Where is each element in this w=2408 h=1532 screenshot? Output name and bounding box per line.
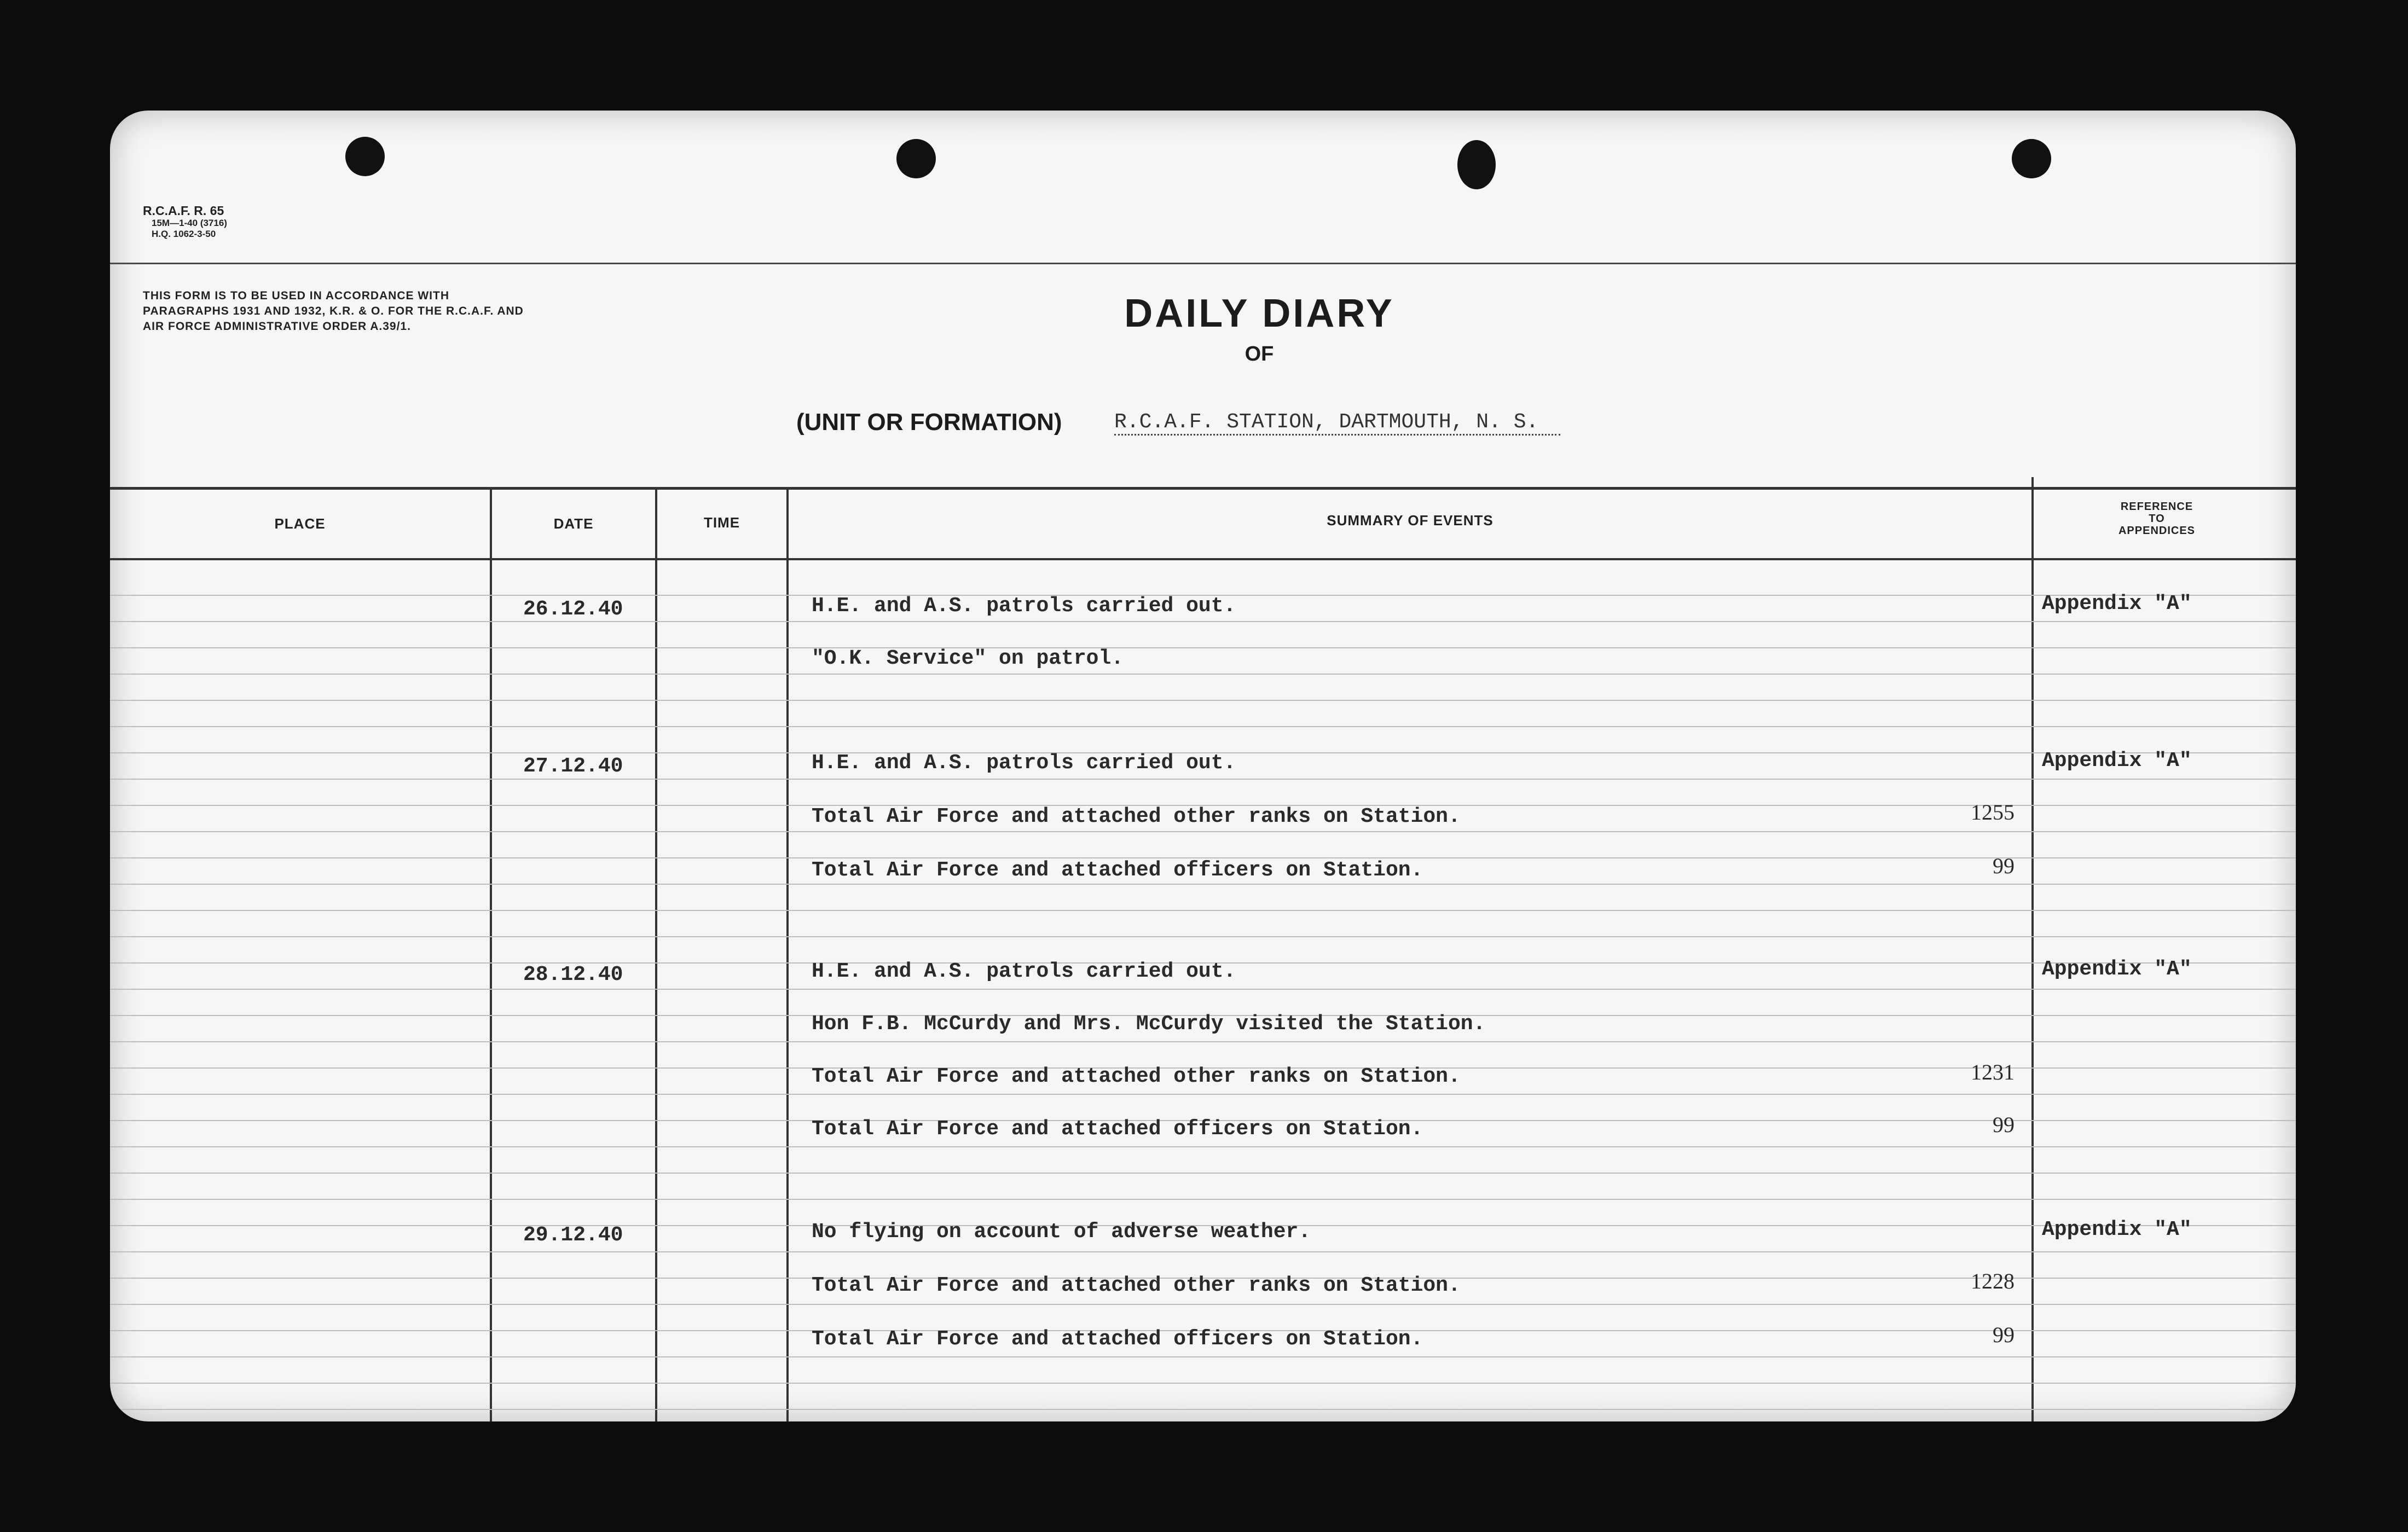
entry-count: 99 [1993, 1112, 2015, 1137]
ruled-line [110, 779, 2296, 780]
ruled-line [110, 1094, 2296, 1095]
punch-hole-3 [1457, 140, 1496, 189]
header-top-rule [110, 263, 2296, 264]
hq-code: H.Q. 1062-3-50 [152, 228, 216, 239]
entry-summary-line: Hon F.B. McCurdy and Mrs. McCurdy visited the Station. [812, 1012, 1486, 1036]
entry-count: 1228 [1971, 1269, 2015, 1293]
entry-reference: Appendix "A" [2042, 1218, 2192, 1241]
entry-count: 1255 [1971, 800, 2015, 825]
form-number: R.C.A.F. R. 65 [143, 204, 224, 218]
ruled-line [110, 621, 2296, 622]
column-header-place: PLACE [274, 515, 326, 532]
ruled-line [110, 884, 2296, 885]
entry-summary-line: Total Air Force and attached officers on Station. [812, 1117, 1423, 1141]
ruled-line [110, 910, 2296, 911]
entry-summary-line: H.E. and A.S. patrols carried out. [812, 594, 1236, 618]
diary-form-card [110, 111, 2296, 1421]
column-header-summary: SUMMARY OF EVENTS [1327, 512, 1494, 529]
entry-count: 99 [1993, 1322, 2015, 1347]
column-header-reference: REFERENCE TO APPENDICES [2118, 501, 2196, 537]
ruled-line [110, 647, 2296, 648]
divider-place-date [490, 488, 492, 1421]
ruled-line [110, 1173, 2296, 1174]
punch-hole-1 [345, 137, 385, 176]
entry-summary-line: "O.K. Service" on patrol. [812, 647, 1124, 670]
entry-reference: Appendix "A" [2042, 592, 2192, 616]
ruled-line [110, 700, 2296, 701]
punch-hole-4 [2012, 139, 2051, 178]
table-top-rule [110, 487, 2296, 490]
ruled-line [110, 1304, 2296, 1305]
ruled-line [110, 1041, 2296, 1042]
entry-date: 27.12.40 [523, 755, 623, 778]
ruled-line [110, 1146, 2296, 1147]
column-header-date: DATE [553, 515, 594, 532]
ruled-line [110, 1356, 2296, 1357]
entry-summary-line: No flying on account of adverse weather. [812, 1220, 1311, 1244]
ruled-line [110, 1199, 2296, 1200]
divider-summary-reference [2031, 477, 2034, 1421]
entry-reference: Appendix "A" [2042, 749, 2192, 773]
ruled-line [110, 1251, 2296, 1252]
ruled-line [110, 726, 2296, 727]
divider-date-time [655, 488, 657, 1421]
entry-summary-line: Total Air Force and attached officers on Station. [812, 1327, 1423, 1351]
entry-reference: Appendix "A" [2042, 958, 2192, 981]
page-subtitle: OF [1244, 343, 1274, 365]
unit-label: (UNIT OR FORMATION) [796, 409, 1062, 436]
entry-date: 29.12.40 [523, 1223, 623, 1247]
form-instructions: THIS FORM IS TO BE USED IN ACCORDANCE WITH PARAGRAPHS 1931 AND 1932, K.R. & O. FOR THE R.C.A.F. AND AIR FORCE ADMINISTRATIVE ORDER A.39/1. [143, 289, 524, 333]
entry-summary-line: Total Air Force and attached other ranks on Station. [812, 1065, 1461, 1088]
column-header-time: TIME [703, 514, 740, 531]
entry-summary-line: H.E. and A.S. patrols carried out. [812, 960, 1236, 983]
form-number-block [143, 204, 227, 240]
ruled-line [110, 831, 2296, 832]
page-title: DAILY DIARY [1124, 292, 1394, 335]
ruled-line [110, 989, 2296, 990]
divider-time-summary [786, 488, 789, 1421]
entry-date: 28.12.40 [523, 963, 623, 986]
entry-count: 1231 [1971, 1060, 2015, 1084]
entry-summary-line: H.E. and A.S. patrols carried out. [812, 751, 1236, 775]
ruled-line [110, 674, 2296, 675]
ruled-line [110, 936, 2296, 937]
print-code: 15M—1-40 (3716) [152, 218, 227, 229]
unit-value: R.C.A.F. STATION, DARTMOUTH, N. S. [1114, 410, 1560, 436]
table-header-rule [110, 558, 2296, 560]
punch-hole-2 [896, 139, 936, 178]
entry-summary-line: Total Air Force and attached other ranks on Station. [812, 1274, 1461, 1297]
ruled-line [110, 1383, 2296, 1384]
entry-count: 99 [1993, 854, 2015, 878]
entry-summary-line: Total Air Force and attached other ranks on Station. [812, 805, 1461, 828]
entry-date: 26.12.40 [523, 597, 623, 621]
entry-summary-line: Total Air Force and attached officers on Station. [812, 858, 1423, 882]
ruled-line [110, 1409, 2296, 1410]
